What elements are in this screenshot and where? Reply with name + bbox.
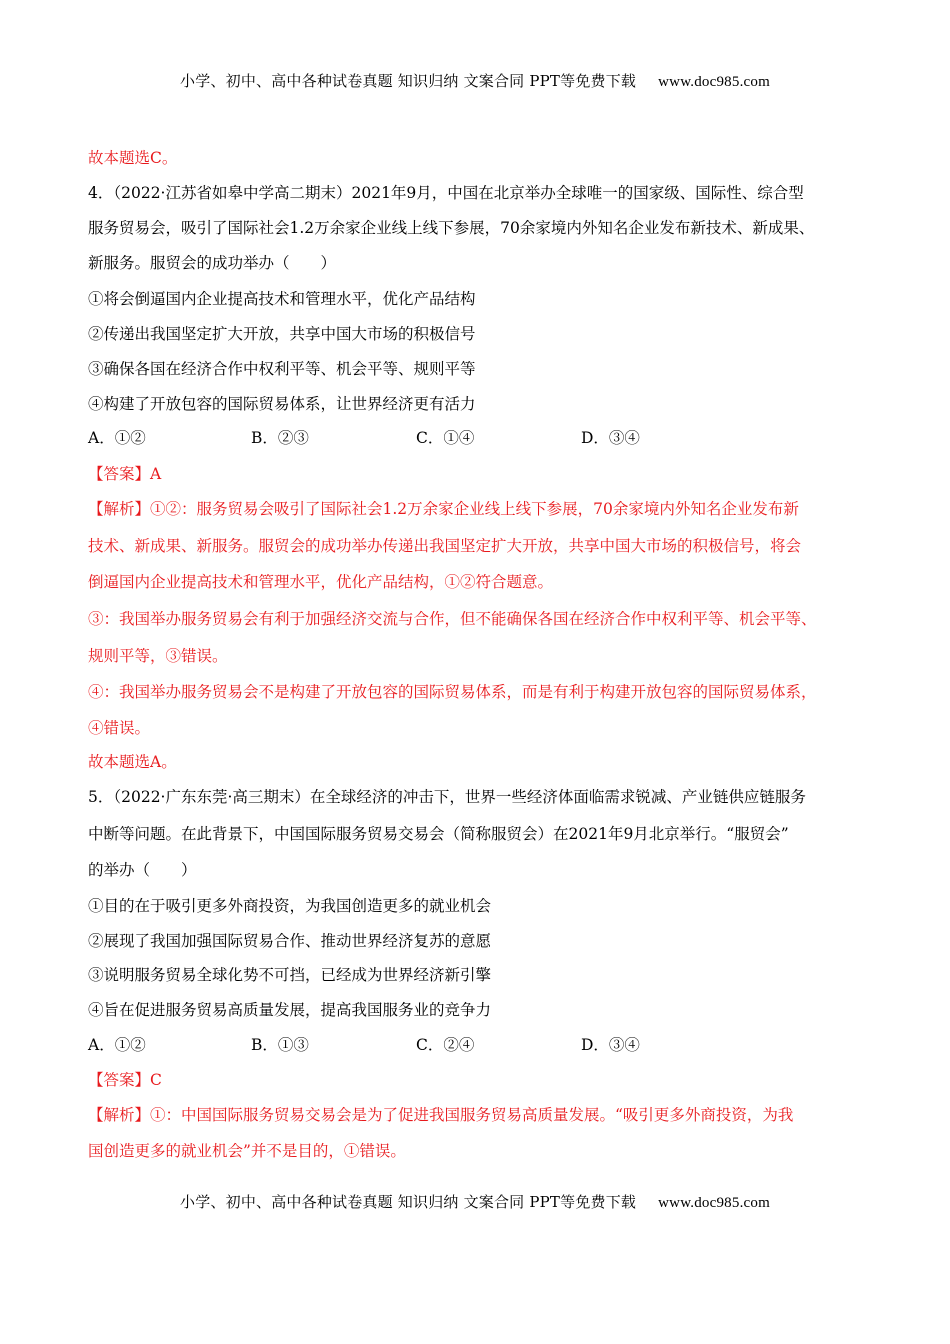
q4-analysis-line: 规则平等，③错误。 <box>88 647 228 665</box>
prev-conclusion: 故本题选C。 <box>88 149 178 167</box>
q4-answer: 【答案】A <box>88 465 162 483</box>
q4-statement: ③确保各国在经济合作中权利平等、机会平等、规则平等 <box>88 360 476 378</box>
q4-analysis-line: 倒逼国内企业提高技术和管理水平，优化产品结构，①②符合题意。 <box>88 573 554 591</box>
q4-stem-line: 新服务。服贸会的成功举办（ ） <box>88 254 337 272</box>
q4-stem-line: 服务贸易会，吸引了国际社会1.2万余家企业线上线下参展，70余家境内外知名企业发布新技术、新成果、 <box>88 219 815 237</box>
q5-option-d: D．③④ <box>581 1036 640 1054</box>
q5-option-a: A．①② <box>88 1036 146 1054</box>
footer-text: 小学、初中、高中各种试卷真题 知识归纳 文案合同 PPT等免费下载 <box>180 1193 637 1211</box>
q5-answer: 【答案】C <box>88 1071 162 1089</box>
footer-url: www.doc985.com <box>658 1195 770 1211</box>
q4-analysis-line: ③：我国举办服务贸易会有利于加强经济交流与合作，但不能确保各国在经济合作中权利平等、机会平等、 <box>88 610 817 628</box>
q4-analysis-line: ④：我国举办服务贸易会不是构建了开放包容的国际贸易体系，而是有利于构建开放包容的国际贸易体系， <box>88 683 817 701</box>
q5-statement: ④旨在促进服务贸易高质量发展，提高我国服务业的竞争力 <box>88 1001 492 1019</box>
q5-option-b: B．①③ <box>251 1036 309 1054</box>
q4-option-c: C．①④ <box>416 429 475 447</box>
page-header <box>0 70 950 91</box>
q4-option-d: D．③④ <box>581 429 640 447</box>
q4-stem-line: 4．（2022·江苏省如皋中学高二期末）2021年9月，中国在北京举办全球唯一的国家级、国际性、综合型 <box>88 184 804 202</box>
q5-analysis-line: 国创造更多的就业机会”并不是目的，①错误。 <box>88 1142 406 1160</box>
q4-conclusion: 故本题选A。 <box>88 753 177 771</box>
q4-option-a: A．①② <box>88 429 146 447</box>
q5-statement: ②展现了我国加强国际贸易合作、推动世界经济复苏的意愿 <box>88 932 492 950</box>
q5-analysis-line: 【解析】①：中国国际服务贸易交易会是为了促进我国服务贸易高质量发展。“吸引更多外商投资，为我 <box>88 1106 794 1124</box>
q4-statement: ②传递出我国坚定扩大开放，共享中国大市场的积极信号 <box>88 325 476 343</box>
q5-stem-line: 5．（2022·广东东莞·高三期末）在全球经济的冲击下，世界一些经济体面临需求锐减、产业链供应链服务 <box>88 788 806 806</box>
q4-option-b: B．②③ <box>251 429 309 447</box>
header-url: www.doc985.com <box>658 74 770 90</box>
q4-analysis-line: 【解析】①②：服务贸易会吸引了国际社会1.2万余家企业线上线下参展，70余家境内外知名企业发布新 <box>88 500 799 518</box>
q4-statement: ④构建了开放包容的国际贸易体系，让世界经济更有活力 <box>88 395 476 413</box>
q5-statement: ①目的在于吸引更多外商投资，为我国创造更多的就业机会 <box>88 897 492 915</box>
q5-stem-line: 中断等问题。在此背景下，中国国际服务贸易交易会（简称服贸会）在2021年9月北京举行。“服贸会” <box>88 825 789 843</box>
q4-analysis-line: 技术、新成果、新服务。服贸会的成功举办传递出我国坚定扩大开放，共享中国大市场的积极信号，将会 <box>88 537 802 555</box>
header-text: 小学、初中、高中各种试卷真题 知识归纳 文案合同 PPT等免费下载 <box>180 72 637 90</box>
page-footer <box>0 1191 950 1212</box>
q5-statement: ③说明服务贸易全球化势不可挡，已经成为世界经济新引擎 <box>88 966 492 984</box>
q5-stem-line: 的举办（ ） <box>88 861 197 879</box>
q4-analysis-line: ④错误。 <box>88 719 151 737</box>
q5-option-c: C．②④ <box>416 1036 475 1054</box>
q4-statement: ①将会倒逼国内企业提高技术和管理水平，优化产品结构 <box>88 290 476 308</box>
